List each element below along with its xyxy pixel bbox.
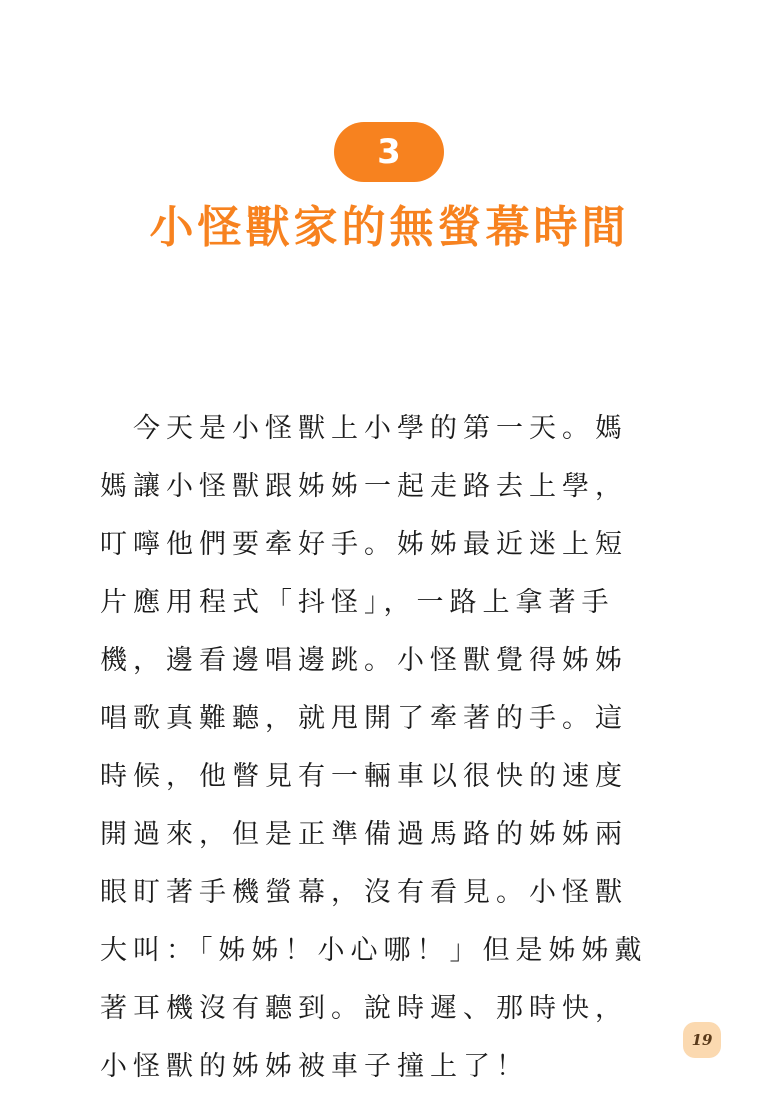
paragraph-line: 今天是小怪獸上小學的第一天。媽 [100, 413, 628, 444]
paragraph-line: 時候，他瞥見有一輛車以很快的速度 [100, 761, 628, 792]
chapter-number-badge: 3 [334, 122, 444, 182]
paragraph-line: 媽讓小怪獸跟姊姊一起走路去上學， [100, 471, 628, 502]
paragraph-line: 眼盯著手機螢幕，沒有看見。小怪獸 [100, 877, 628, 908]
page-number: 19 [683, 1022, 721, 1058]
paragraph-line: 小怪獸的姊姊被車子撞上了！ [100, 1051, 529, 1082]
paragraph-line: 片應用程式「抖怪」，一路上拿著手 [100, 587, 615, 618]
paragraph-line: 唱歌真難聽，就甩開了牽著的手。這 [100, 703, 628, 734]
story-paragraph [100, 400, 690, 1096]
paragraph-line: 叮嚀他們要牽好手。姊姊最近迷上短 [100, 529, 628, 560]
paragraph-line: 機，邊看邊唱邊跳。小怪獸覺得姊姊 [100, 645, 628, 676]
paragraph-line: 大叫：「姊姊！小心哪！」但是姊姊戴 [100, 935, 648, 966]
paragraph-line: 開過來，但是正準備過馬路的姊姊兩 [100, 819, 628, 850]
paragraph-line: 著耳機沒有聽到。說時遲、那時快， [100, 993, 628, 1024]
chapter-title: 小怪獸家的無螢幕時間 [149, 202, 630, 253]
